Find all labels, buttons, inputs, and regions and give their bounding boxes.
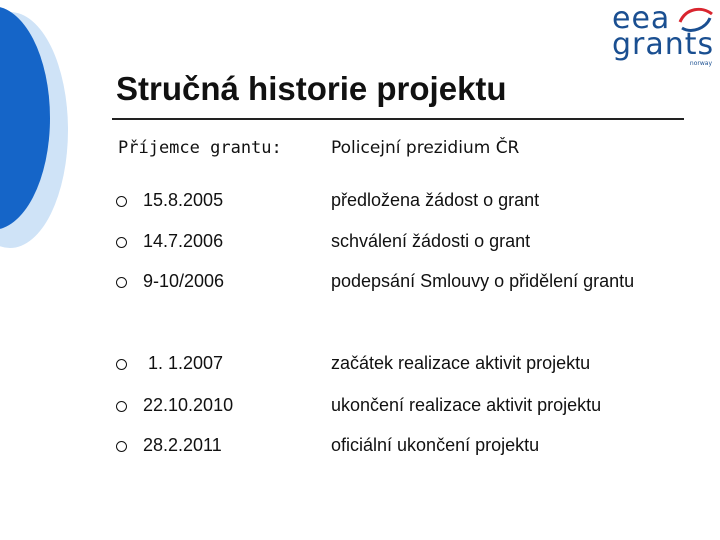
decorative-shape	[0, 0, 80, 260]
timeline-row	[0, 350, 720, 380]
timeline-event: ukončení realizace aktivit projektu	[331, 395, 602, 415]
bullet-circle-icon	[116, 196, 127, 207]
timeline-event: schválení žádosti o grant	[331, 231, 531, 251]
timeline-event: podepsání Smlouvy o přidělení grantu	[331, 271, 635, 291]
timeline-date: 1. 1.2007	[143, 353, 224, 373]
timeline-date: 15.8.2005	[143, 190, 224, 210]
timeline-date: 22.10.2010	[143, 395, 234, 415]
bullet-circle-icon	[116, 441, 127, 452]
logo-tagline: norway	[689, 60, 712, 67]
timeline-row	[0, 392, 720, 422]
timeline-event: začátek realizace aktivit projektu	[331, 353, 591, 373]
bullet-circle-icon	[116, 401, 127, 412]
timeline-date: 14.7.2006	[143, 231, 224, 251]
bullet-circle-icon	[116, 237, 127, 248]
timeline-row	[0, 432, 720, 462]
timeline-date: 28.2.2011	[143, 435, 222, 455]
timeline-row	[0, 228, 720, 258]
bullet-circle-icon	[116, 277, 127, 288]
logo-eea-text: eea	[612, 1, 671, 36]
grantee-label: Příjemce grantu:	[118, 138, 282, 158]
timeline-row	[0, 187, 720, 217]
grantee-value: Policejní prezidium ČR	[331, 138, 520, 158]
slide-title: Stručná historie projektu	[116, 70, 507, 107]
eea-grants-logo	[612, 1, 718, 67]
timeline-event: předložena žádost o grant	[331, 190, 540, 210]
logo-grants-text: grants	[612, 27, 715, 62]
timeline-date: 9-10/2006	[143, 271, 225, 291]
timeline-event: oficiální ukončení projektu	[331, 435, 540, 455]
bullet-circle-icon	[116, 359, 127, 370]
title-divider	[112, 118, 684, 120]
timeline-row	[0, 268, 720, 298]
